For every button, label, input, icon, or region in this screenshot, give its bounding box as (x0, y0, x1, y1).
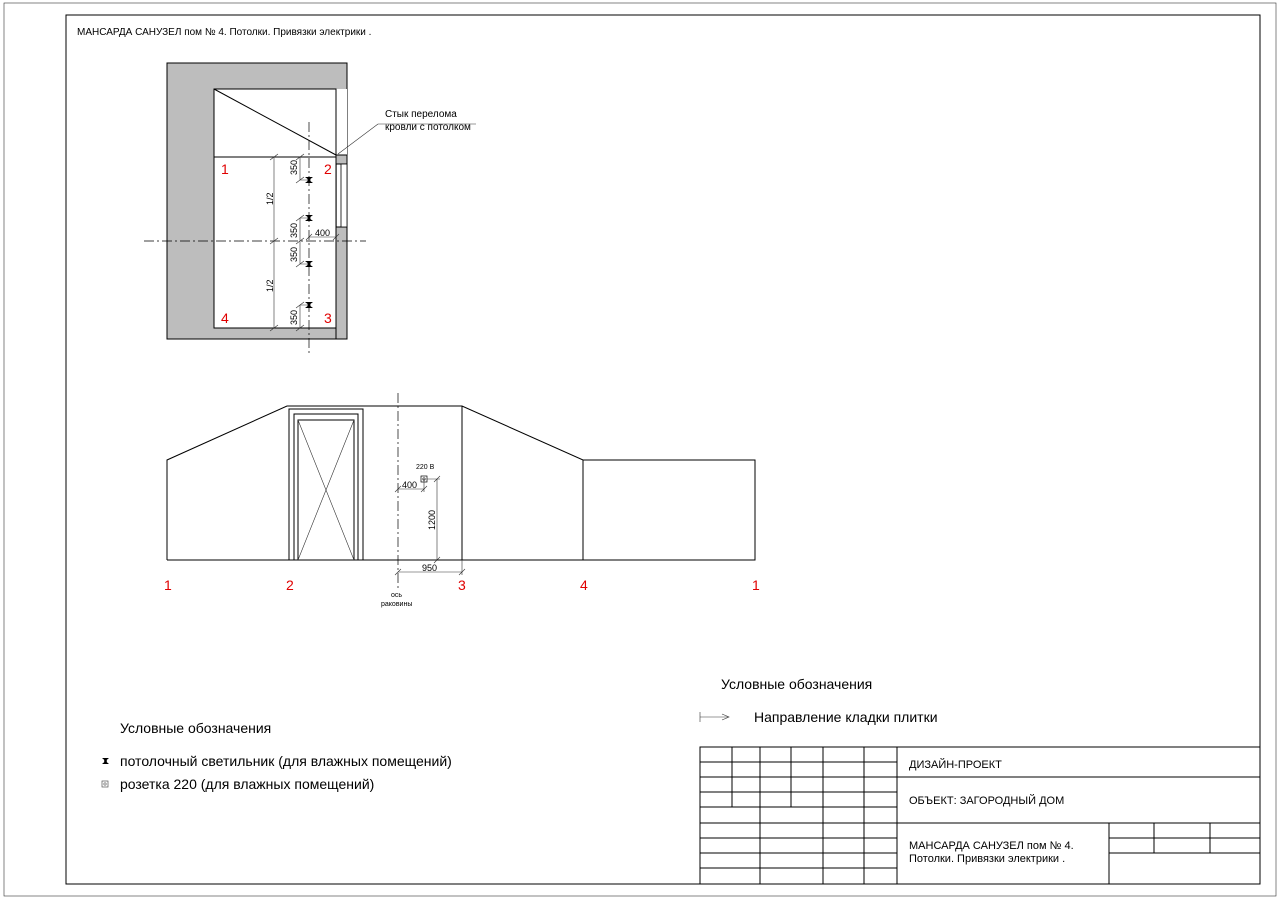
title-block-object: ОБЪЕКТ: ЗАГОРОДНЫЙ ДОМ (909, 795, 1065, 807)
plan-wall-right-fill-bottom (336, 227, 347, 339)
socket-label: 220 В (416, 464, 435, 471)
plan-corner-3: 3 (324, 310, 332, 326)
legend-left-item-light: потолочный светильник (для влажных помещений) (120, 753, 452, 769)
elevation-marker-2: 2 (286, 577, 294, 593)
plan-walls (167, 63, 347, 339)
legend-left (102, 720, 452, 792)
title-block-project: ДИЗАЙН-ПРОЕКТ (909, 759, 1002, 771)
plan-dim-400: 400 (315, 228, 331, 238)
elevation-marker-1: 1 (164, 577, 172, 593)
callout-text-2: кровли с потолком (385, 122, 471, 133)
elevation-marker-1-end: 1 (752, 577, 760, 593)
socket-icon (102, 781, 108, 787)
plan-opening-frame (341, 164, 347, 227)
title-block (700, 747, 1260, 884)
plan-dim-350-2: 350 (289, 222, 299, 238)
elevation-dim-1200: 1200 (427, 509, 437, 530)
wall-elevation (164, 393, 760, 608)
legend-right-title: Условные обозначения (721, 676, 873, 692)
door-cross (298, 420, 354, 560)
roof-slope-line (214, 89, 336, 155)
plan-dim-half-1: 1/2 (265, 192, 275, 205)
elevation-marker-3: 3 (458, 577, 466, 593)
elevation-dim-950: 950 (422, 563, 438, 573)
elevation-dim-400: 400 (402, 480, 418, 490)
callout-text-1: Стык перелома (385, 109, 457, 120)
plan-corner-4: 4 (221, 310, 229, 326)
plan-dim-lines (270, 154, 339, 331)
ceiling-plan (144, 63, 476, 356)
legend-right (700, 676, 938, 725)
door-frame-outer (289, 409, 363, 560)
elevation-marker-4: 4 (580, 577, 588, 593)
plan-dim-half-2: 1/2 (265, 279, 275, 292)
plan-window-top (336, 89, 347, 155)
sink-axis-label-1: ось (391, 592, 403, 599)
sink-axis-label-2: раковины (381, 601, 413, 608)
plan-corner-2: 2 (324, 161, 332, 177)
title-block-sheet-1: МАНСАРДА САНУЗЕЛ пом № 4. (909, 840, 1074, 852)
sheet-title: МАНСАРДА САНУЗЕЛ пом № 4. Потолки. Привязки электрики . (77, 27, 372, 38)
plan-dim-350-4: 350 (289, 309, 299, 325)
legend-left-title: Условные обозначения (120, 720, 272, 736)
elevation-outline (167, 406, 755, 560)
plan-dim-350-1: 350 (289, 159, 299, 175)
plan-corner-1: 1 (221, 161, 229, 177)
plan-dim-350-3: 350 (289, 246, 299, 262)
arrow-icon (700, 712, 729, 722)
ceiling-light-icon (102, 758, 109, 764)
title-block-sheet-2: Потолки. Привязки электрики . (909, 853, 1066, 865)
door-frame-inner (294, 414, 358, 560)
legend-left-item-socket: розетка 220 (для влажных помещений) (120, 776, 375, 792)
legend-right-item-arrow: Направление кладки плитки (754, 709, 938, 725)
plan-wall-right-fill-top (336, 155, 347, 164)
